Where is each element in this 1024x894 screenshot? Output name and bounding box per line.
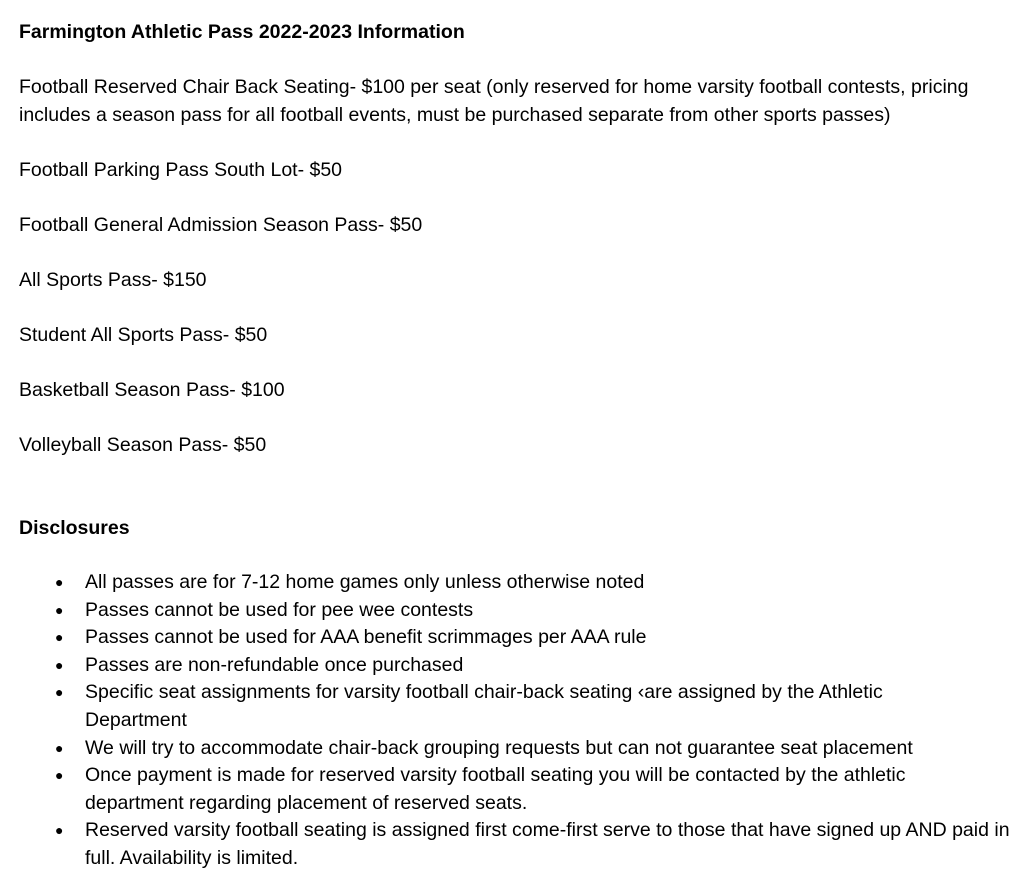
list-item: [19, 679, 935, 734]
bullet-icon: ●: [55, 574, 64, 590]
list-item: [19, 597, 1019, 625]
document-title: Farmington Athletic Pass 2022-2023 Information: [19, 21, 465, 43]
pass-item-basketball: Basketball Season Pass- $100: [19, 379, 285, 401]
bullet-icon: ●: [55, 684, 64, 701]
disclosure-text: All passes are for 7-12 home games only unless otherwise noted: [85, 571, 645, 593]
bullet-icon: ●: [55, 656, 64, 673]
bullet-icon: ●: [55, 629, 64, 646]
list-item: [19, 762, 965, 817]
bullet-icon: ●: [55, 822, 64, 839]
list-item: [19, 652, 1019, 680]
bullet-icon: ●: [55, 767, 64, 784]
pass-item-football-general: Football General Admission Season Pass- $50: [19, 214, 423, 236]
disclosure-text: Once payment is made for reserved varsity football seating you will be contacted by the athletic department regarding placement of reserved seats.: [85, 764, 906, 814]
disclosures-list: [19, 569, 1019, 873]
list-item: [19, 569, 1019, 597]
disclosure-text: We will try to accommodate chair-back grouping requests but can not guarantee seat placement: [85, 736, 913, 759]
disclosures-heading: Disclosures: [19, 517, 130, 539]
disclosure-text: Reserved varsity football seating is assigned first come-first serve to those that have signed up AND paid in full. Availability is limited.: [85, 819, 1010, 869]
disclosure-text: Passes cannot be used for pee wee contests: [85, 598, 474, 621]
pass-item-parking: Football Parking Pass South Lot- $50: [19, 159, 343, 181]
pass-item-student-all-sports: Student All Sports Pass- $50: [19, 324, 268, 346]
disclosure-text: Specific seat assignments for varsity football chair-back seating ‹are assigned by the Athletic Department: [85, 681, 883, 731]
pass-item-all-sports: All Sports Pass- $150: [19, 269, 207, 291]
bullet-icon: ●: [55, 739, 64, 756]
pass-item-volleyball: Volleyball Season Pass- $50: [19, 434, 267, 456]
pass-item-chair-back: Football Reserved Chair Back Seating- $100 per seat (only reserved for home varsity football contests, pricing includes a season pass for all football events, must be purchased separate from other sports passes): [19, 76, 969, 126]
list-item: [19, 624, 1019, 652]
list-item: [19, 735, 1019, 763]
disclosure-text: Passes are non-refundable once purchased: [85, 653, 464, 676]
bullet-icon: ●: [55, 601, 64, 618]
document-body: [19, 18, 1019, 873]
list-item: [19, 817, 1020, 872]
disclosure-text: Passes cannot be used for AAA benefit scrimmages per AAA rule: [85, 626, 647, 649]
